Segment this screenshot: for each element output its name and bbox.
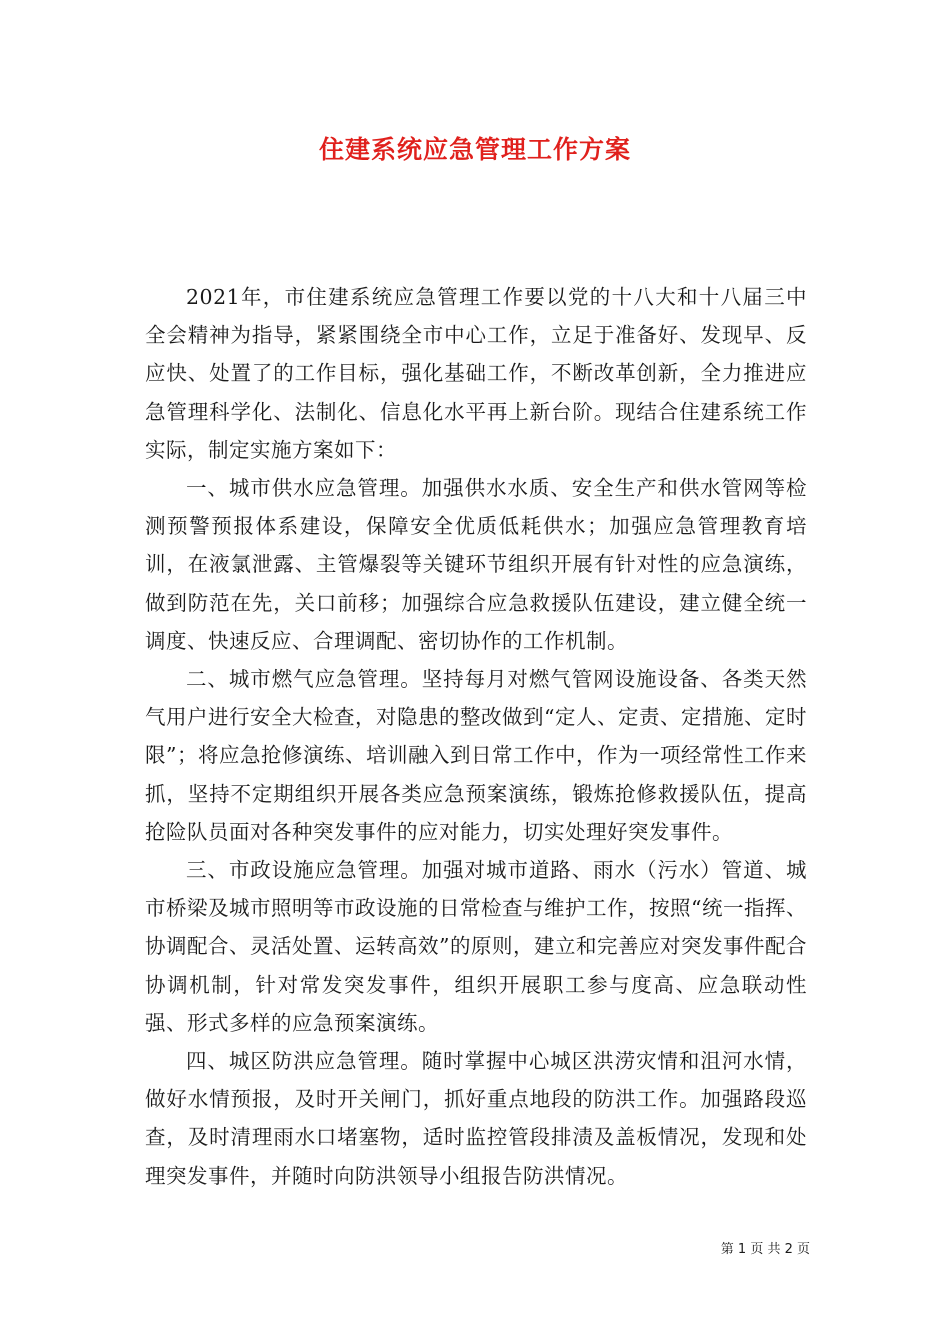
page-number: 第 1 页 共 2 页 bbox=[720, 1242, 810, 1257]
paragraph-water-supply: 一、城市供水应急管理。加强供水水质、安全生产和供水管网等检测预警预报体系建设，保障安全优质低耗供水；加强应急管理教育培训，在液氯泄露、主管爆裂等关键环节组织开展有针对性的应急演练，做到防范在先，关口前移；加强综合应急救援队伍建设，建立健全统一调度、快速反应、合理调配、密切协作的工作机制。 bbox=[145, 476, 807, 653]
document-body bbox=[145, 278, 807, 1195]
paragraph-municipal-facilities: 三、市政设施应急管理。加强对城市道路、雨水（污水）管道、城市桥梁及城市照明等市政设施的日常检查与维护工作，按照“统一指挥、协调配合、灵活处置、运转高效”的原则，建立和完善应对突发事件配合协调机制，针对常发突发事件，组织开展职工参与度高、应急联动性强、形式多样的应急预案演练。 bbox=[145, 858, 807, 1035]
paragraph-flood-control: 四、城区防洪应急管理。随时掌握中心城区洪涝灾情和沮河水情，做好水情预报，及时开关闸门，抓好重点地段的防洪工作。加强路段巡查，及时清理雨水口堵塞物，适时监控管段排渍及盖板情况，发现和处理突发事件，并随时向防洪领导小组报告防洪情况。 bbox=[145, 1049, 807, 1188]
paragraph-gas: 二、城市燃气应急管理。坚持每月对燃气管网设施设备、各类天然气用户进行安全大检查，对隐患的整改做到“定人、定责、定措施、定时限”；将应急抢修演练、培训融入到日常工作中，作为一项经常性工作来抓，坚持不定期组织开展各类应急预案演练，锻炼抢修救援队伍，提高抢险队员面对各种突发事件的应对能力，切实处理好突发事件。 bbox=[145, 667, 807, 844]
document-title: 住建系统应急管理工作方案 bbox=[318, 135, 631, 164]
paragraph-intro: 2021年，市住建系统应急管理工作要以党的十八大和十八届三中全会精神为指导，紧紧围绕全市中心工作，立足于准备好、发现早、反应快、处置了的工作目标，强化基础工作，不断改革创新，全力推进应急管理科学化、法制化、信息化水平再上新台阶。现结合住建系统工作实际，制定实施方案如下： bbox=[145, 285, 807, 462]
